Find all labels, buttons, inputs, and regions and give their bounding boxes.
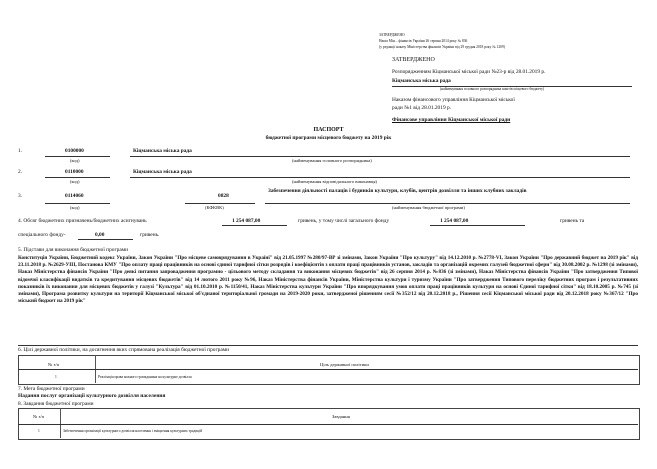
row2-name-caption: (найменування відповідального виконавця) (292, 179, 377, 184)
goals-top-line (18, 345, 638, 346)
volume-label: 4. Обсяг бюджетних призначень/бюджетних асигнувань (18, 218, 147, 224)
volume-special-label: спеціального фонду- (18, 232, 66, 238)
goals-col-goal: Ціль державної політики (320, 362, 369, 367)
approved-order-line: Розпорядженням Кіцманської міської ради №23-р від 28.01.2019 р. (392, 69, 546, 75)
volume-special-suffix: гривень. (140, 232, 160, 238)
tasks-col-num: № з/п (33, 414, 45, 419)
tasks-header-divider (18, 424, 638, 425)
legal-text: Конституція України, Бюджетний кодекс України, Закон України "Про місцеве самоврядування в Україні" від 21.05.1997 №280/97-ВР зі змінами, Закон України "Про культуру" від 14.12.2010 р. №2778-VI, Закон України "Про державний бюджет на 2019 рік" від 23.11.2018 р. №2629-УІІІ, Постанова КМУ "Про оплату праці працівників на основі єдиної тарифної сітки розрядів і коефіцієнтів з оплати праці працівників установ, закладів та організацій окремих галузей бюджетної сфери" від 30.08.2002 р. №1298 (зі змінами), Наказ Міністерства фінансів України "Про деякі питання запровадження програмно - цільового методу складання та виконання місцевих бюджетів" від 26 серпня 2014 р. №836 (зі змінами), Наказ Міністерства фінансів України "Про затвердження Типової відомчої класифікації видатків та кредитування місцевих бюджетів" від 14 лютого 2011 року №96, Наказ Міністерства фінансів України, Міністерства культури і туризму України "Про затвердження Типового переліку бюджетних програм і результативних показників їх виконання для місцевих бюджетів у галузі "Культура" від 01.10.2010 р. №1150/41, Наказ Міністерства культури України "Про впорядкування умов оплати праці працівників культури на основі Єдиної тарифної сітки" від 18.10.2005 р. №745 (зі змінами), Програма розвитку культури на території Кіцманської міської об'єднаної територіальної громади на 2019-2020 роки, затвердженої рішенням сесії №352/12 від 20.12.2018 р., Рішення сесії Кіцманської міської ради від 20.12.2018 року №367/12 "Про міський бюджет на 2019 рік" (18, 255, 638, 305)
row1-name: Кіцманська міська рада (133, 148, 192, 154)
volume-special-underline (78, 239, 133, 240)
goals-label: 6. Цілі державної політики, на досягнення яких спрямована реалізація бюджетної програми (18, 347, 230, 353)
purpose-label: 7. Мета бюджетної програми (18, 386, 85, 392)
goals-col-num: № з/п (48, 362, 60, 367)
row1-code-underline (45, 156, 110, 157)
volume-general: 1 254 087,00 (440, 218, 469, 224)
row3-kfkvk-underline (185, 203, 255, 204)
row3-kfkvk-caption: (КФКВК) (205, 205, 224, 210)
goals-table (18, 355, 640, 385)
row3-name-underline (265, 203, 630, 204)
row2-name-underline (130, 177, 630, 178)
approved-title: ЗАТВЕРДЖЕНО (392, 57, 435, 63)
volume-mid-text: гривень, у тому числі загального фонду (298, 218, 390, 224)
row3-name: Забезпечення діяльності палаців і будинків культури, клубів, центрів дозвілля та інших клубних закладів (268, 188, 527, 194)
tasks-row-num: 1 (38, 429, 40, 433)
passport-title: ПАСПОРТ (313, 127, 344, 133)
row2-code-caption: (код) (70, 179, 80, 184)
volume-suffix: гривень та (560, 218, 585, 224)
volume-special: 0,00 (95, 232, 105, 238)
purpose-text: Надання послуг організації культурного дозвілля населення (18, 393, 166, 399)
passport-subtitle: бюджетної програми місцевого бюджету на 2019 рік (265, 135, 392, 141)
approved-org-caption: (найменування головного розпорядника коштів місцевого бюджету) (440, 87, 545, 91)
row1-number: 1. (18, 148, 23, 154)
tasks-row-task: Забезпечення організації культурного дозвілля населення і зміцнення культурних традицій (63, 429, 203, 433)
row3-code: 0114060 (65, 193, 84, 199)
row3-code-underline (45, 203, 110, 204)
row1-name-underline (130, 156, 630, 157)
row3-number: 3. (18, 193, 23, 199)
row3-kfkvk: 0828 (218, 193, 229, 199)
volume-general-underline (430, 225, 525, 226)
fin-order-line1: Наказом фінансового управління Кіцманської міської (392, 97, 515, 103)
fin-dept: Фінансове управління Кіцманської міської ради (392, 117, 511, 123)
volume-total-underline (222, 225, 287, 226)
row1-name-caption: (найменування головного розпорядника) (292, 158, 372, 163)
row2-number: 2. (18, 169, 23, 175)
approval-note-title: ЗАТВЕРДЖЕНО (379, 33, 405, 37)
approved-org-name: Кіцманська міська рада (392, 78, 451, 84)
volume-total: 1 254 087,00 (232, 218, 261, 224)
tasks-column-divider (60, 408, 61, 438)
approval-note-edition: (у редакції наказу Міністерства фінансів України від 29 грудня 2018 року № 1209) (379, 45, 505, 49)
row2-name: Кіцманська міська рада (133, 169, 192, 175)
tasks-col-task: Завдання (332, 414, 350, 419)
row1-code: 0100000 (65, 148, 84, 154)
tasks-label: 8. Завдання бюджетної програми (18, 401, 94, 407)
row2-code: 0110000 (65, 169, 84, 175)
legal-label: 5. Підстави для виконання бюджетної програми (18, 247, 129, 253)
row1-code-caption: (код) (70, 158, 80, 163)
goals-header-divider (18, 369, 638, 370)
row3-name-caption: (найменування бюджетної програми) (392, 205, 465, 210)
goals-row-num: 1 (55, 375, 57, 379)
approval-note-order: Наказ Мін... фінансів України 26 серпня 2014 року № 836 (379, 39, 468, 43)
row3-code-caption: (код) (70, 205, 80, 210)
goals-row-goal: Реалізація права кожного громадянина на культурне дозвілля (98, 375, 192, 379)
fin-order-line2: ради №1 від 28.01.2019 р. (392, 105, 452, 111)
row2-code-underline (45, 177, 110, 178)
